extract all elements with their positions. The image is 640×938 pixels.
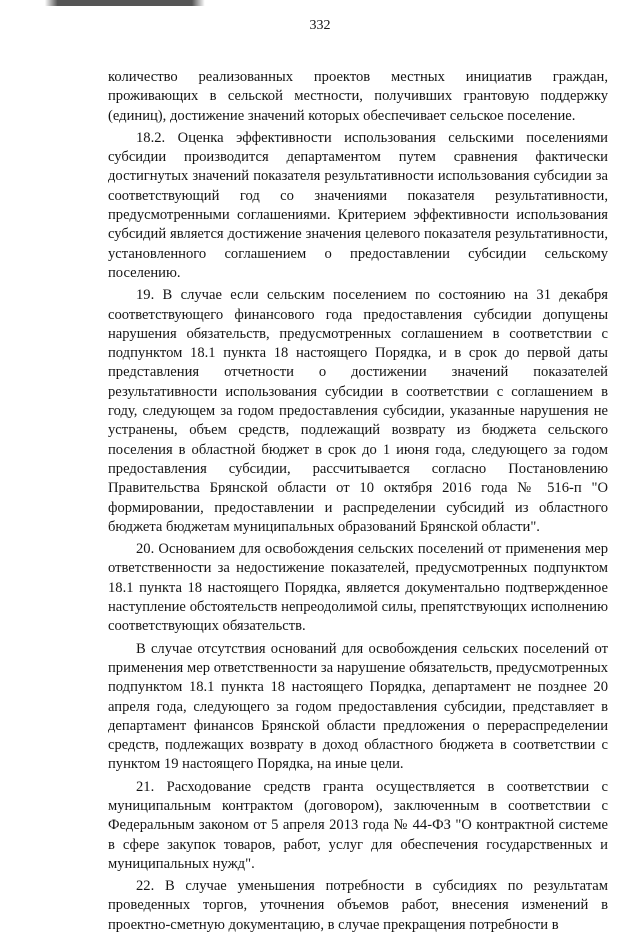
page-number: 332 [309,18,331,33]
paragraph-20-continued: В случае отсутствия оснований для освобождения сельских поселений от применения мер ответственности за нарушение обязательств, предусмотренных подпунктом 18.1 пункта 18 настоящего Порядка, департамент не позднее 20 апреля года, следующего за годом предоставления субсидии, представляет в департамент финансов Брянской области предложения о перераспределении средств, подлежащих возврату в доход областного бюджета в соответствии с пунктом 19 настоящего Порядка, на иные цели. [108,640,608,773]
document-body [108,68,608,938]
paragraph-1: количество реализованных проектов местных инициатив граждан, проживающих в сельской местности, получивших грантовую поддержку (единиц), достижение значений которых обеспечивает сельское поселение. [108,69,608,124]
paragraph-21: 21. Расходование средств гранта осуществляется в соответствии с муниципальным контрактом (договором), заключенным в соответствии с Федеральным законом от 5 апреля 2013 года № 44-ФЗ "О контрактной системе в сфере закупок товаров, работ, услуг для обеспечения государственных и муниципальных нужд". [108,778,608,872]
paragraph-20: 20. Основанием для освобождения сельских поселений от применения мер ответственности за недостижение показателей, предусмотренных подпунктом 18.1 пункта 18 настоящего Порядка, является документально подтвержденное наступление обстоятельств непреодолимой силы, препятствующих исполнению соответствующих обязательств. [108,541,608,635]
scan-top-edge [0,0,640,6]
paragraph-19: 19. В случае если сельским поселением по состоянию на 31 декабря соответствующего финансового года предоставления субсидии допущены нарушения обязательств, предусмотренных соглашением в соответствии с подпунктом 18.1 пункта 18 настоящего Порядка, и в срок до первой даты представления отчетности о достижении значений показателей результативности использования субсидии в соответствии с соглашением в году, следующем за годом предоставления субсидии, указанные нарушения не устранены, объем средств, подлежащий возврату из бюджета сельского поселения в областной бюджет в срок до 1 июня года, следующего за годом предоставления субсидии, рассчитывается согласно Постановлению Правительства Брянской области от 10 октября 2016 года № 516-п "О формировании, предоставлении и распределении субсидий из областного бюджета бюджетам муниципальных образований Брянской области". [108,287,608,535]
paragraph-18-2: 18.2. Оценка эффективности использования сельскими поселениями субсидии производится департаментом путем сравнения фактически достигнутых значений показателя результативности использования субсидии за соответствующий год со значениями показателя результативности, предусмотренными соглашениями. Критерием эффективности использования субсидий является достижение значения целевого показателя результативности, установленного соглашением о предоставлении субсидии сельскому поселению. [108,129,608,281]
paragraph-22: 22. В случае уменьшения потребности в субсидиях по результатам проведенных торгов, уточнения объемов работ, внесения изменений в проектно-сметную документацию, в случае прекращения потребности в [108,878,608,933]
